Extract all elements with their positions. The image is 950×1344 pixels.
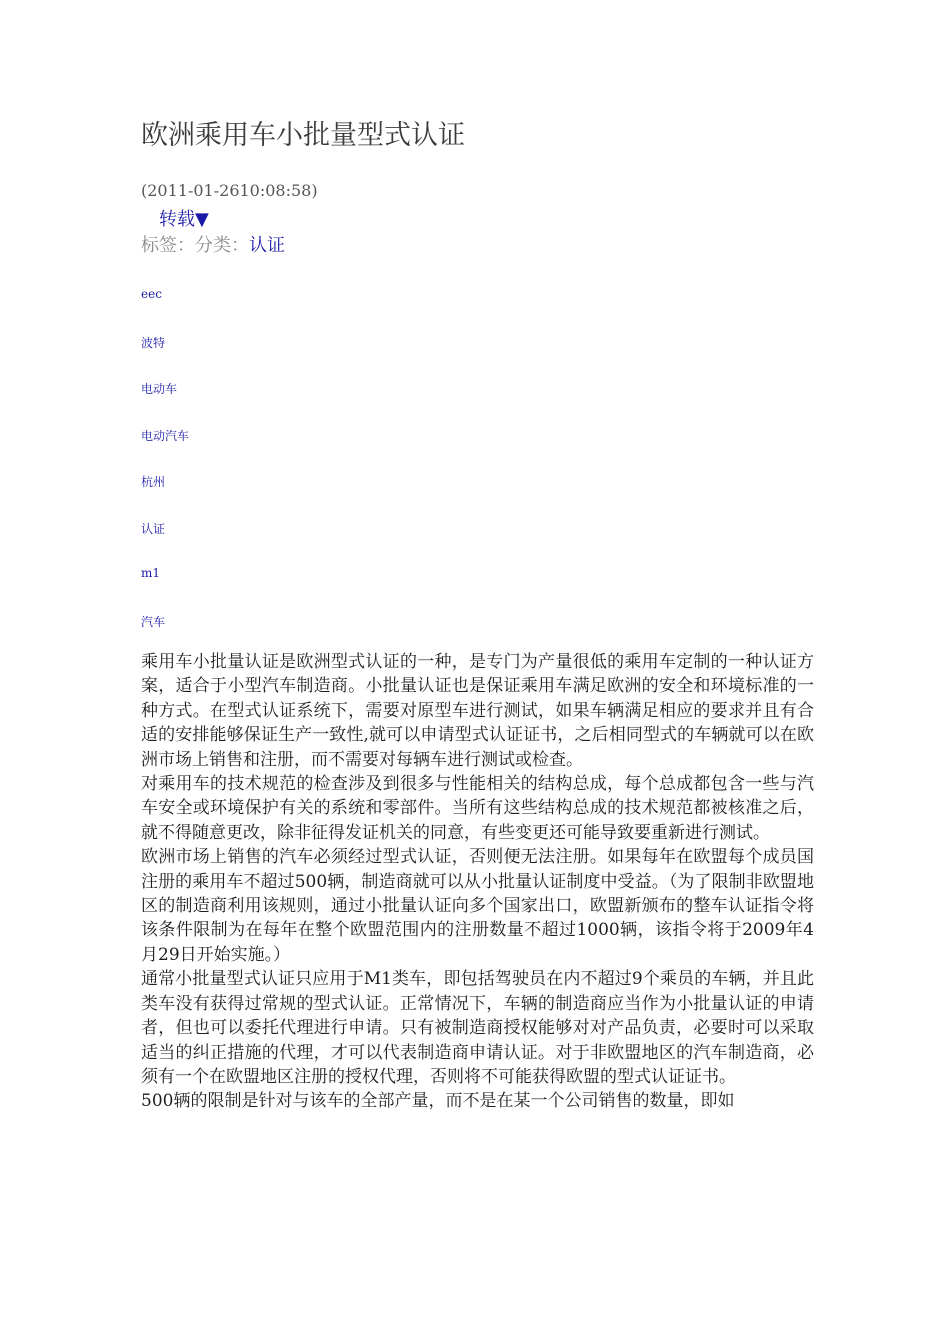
body-paragraph: 乘用车小批量认证是欧洲型式认证的一种，是专门为产量很低的乘用车定制的一种认证方案，适合于小型汽车制造商。小批量认证也是保证乘用车满足欧洲的安全和环境标准的一种方式。在型式认证系统下，需要对原型车进行测试，如果车辆满足相应的要求并且有合适的安排能够保证生产一致性,就可以申请型式认证证书，之后相同型式的车辆就可以在欧洲市场上销售和注册，而不需要对每辆车进行测试或检查。 (141, 652, 814, 770)
tag-link[interactable]: 波特 (141, 335, 166, 350)
tag-link[interactable]: m1 (141, 566, 161, 580)
article-body (141, 650, 814, 1114)
body-paragraph: 500辆的限制是针对与该车的全部产量，而不是在某一个公司销售的数量，即如 (141, 1091, 735, 1112)
tag-link[interactable]: eec (141, 287, 162, 301)
tag-link[interactable]: 汽车 (141, 614, 166, 629)
tag-list (141, 287, 189, 659)
body-paragraph: 通常小批量型式认证只应用于M1类车，即包括驾驶员在内不超过9个乘员的车辆，并且此类车没有获得过常规的型式认证。正常情况下，车辆的制造商应当作为小批量认证的申请者，但也可以委托代理进行申请。只有被制造商授权能够对对产品负责，必要时可以采取适当的纠正措施的代理，才可以代表制造商申请认证。对于非欧盟地区的汽车制造商，必须有一个在欧盟地区注册的授权代理，否则将不可能获得欧盟的型式认证证书。 (141, 969, 814, 1087)
category-label: 分类： (195, 235, 249, 256)
category-link[interactable]: 认证 (249, 235, 285, 256)
tags-label: 标签： (141, 235, 195, 256)
meta-line (141, 231, 285, 257)
body-paragraph: 欧洲市场上销售的汽车必须经过型式认证，否则便无法注册。如果每年在欧盟每个成员国注册的乘用车不超过500辆，制造商就可以从小批量认证制度中受益。（为了限制非欧盟地区的制造商利用该规则，通过小批量认证向多个国家出口，欧盟新颁布的整车认证指令将该条件限制为在每年在整个欧盟范围内的注册数量不超过1000辆，该指令将于2009年4月29日开始实施。） (141, 847, 814, 965)
article-title: 欧洲乘用车小批量型式认证 (141, 120, 465, 151)
post-datetime: (2011-01-2610:08:58) (141, 181, 318, 200)
body-paragraph: 对乘用车的技术规范的检查涉及到很多与性能相关的结构总成，每个总成都包含一些与汽车安全或环境保护有关的系统和零部件。当所有这些结构总成的技术规范都被核准之后，就不得随意更改，除非征得发证机关的同意，有些变更还可能导致要重新进行测试。 (141, 774, 814, 843)
tag-link[interactable]: 电动车 (141, 382, 178, 396)
tag-link[interactable]: 杭州 (141, 475, 166, 489)
tag-link[interactable]: 电动汽车 (141, 428, 190, 443)
repost-link[interactable]: 转载▼ (159, 209, 209, 230)
tag-link[interactable]: 认证 (141, 521, 166, 536)
